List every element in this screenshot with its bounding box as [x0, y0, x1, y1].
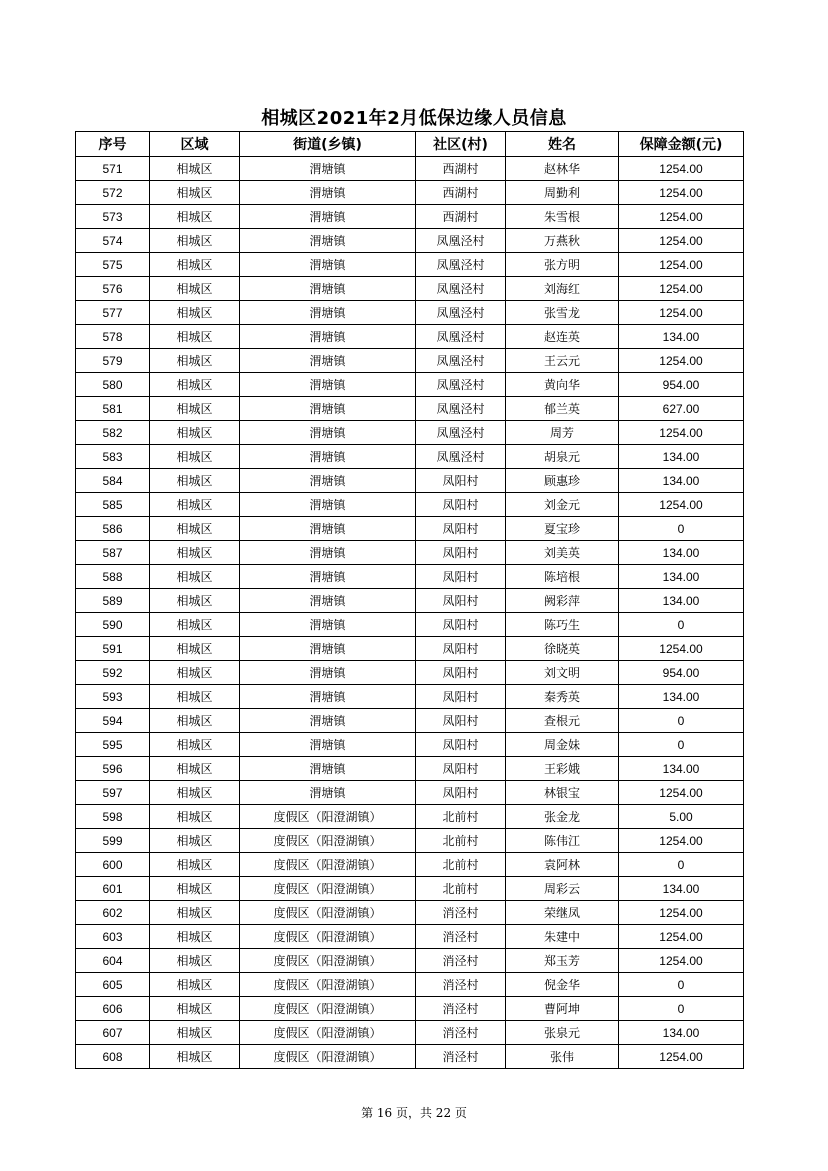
community-cell: 北前村 — [416, 829, 506, 853]
table-row — [76, 157, 744, 181]
table-row — [76, 541, 744, 565]
community-cell: 凤阳村 — [416, 757, 506, 781]
name-cell: 张雪龙 — [506, 301, 619, 325]
street-cell: 渭塘镇 — [240, 445, 416, 469]
table-row — [76, 325, 744, 349]
street-cell: 渭塘镇 — [240, 277, 416, 301]
amount-cell: 134.00 — [619, 589, 744, 613]
name-cell: 刘金元 — [506, 493, 619, 517]
name-cell: 荣继凤 — [506, 901, 619, 925]
seq-cell: 596 — [76, 757, 150, 781]
district-cell: 相城区 — [150, 637, 240, 661]
name-cell: 刘美英 — [506, 541, 619, 565]
seq-cell: 575 — [76, 253, 150, 277]
community-cell: 凤阳村 — [416, 661, 506, 685]
community-cell: 凤阳村 — [416, 541, 506, 565]
name-cell: 张金龙 — [506, 805, 619, 829]
district-cell: 相城区 — [150, 757, 240, 781]
district-cell: 相城区 — [150, 973, 240, 997]
street-cell: 渭塘镇 — [240, 349, 416, 373]
table-row — [76, 925, 744, 949]
name-cell: 张方明 — [506, 253, 619, 277]
name-cell: 林银宝 — [506, 781, 619, 805]
seq-cell: 589 — [76, 589, 150, 613]
table-row — [76, 397, 744, 421]
table-row — [76, 685, 744, 709]
seq-cell: 586 — [76, 517, 150, 541]
district-cell: 相城区 — [150, 421, 240, 445]
street-cell: 渭塘镇 — [240, 325, 416, 349]
column-header-seq: 序号 — [76, 132, 150, 157]
district-cell: 相城区 — [150, 997, 240, 1021]
street-cell: 渭塘镇 — [240, 781, 416, 805]
seq-cell: 587 — [76, 541, 150, 565]
table-row — [76, 781, 744, 805]
table-row — [76, 1045, 744, 1069]
table-row — [76, 829, 744, 853]
street-cell: 渭塘镇 — [240, 253, 416, 277]
amount-cell: 0 — [619, 997, 744, 1021]
community-cell: 凤阳村 — [416, 709, 506, 733]
amount-cell: 134.00 — [619, 1021, 744, 1045]
name-cell: 赵林华 — [506, 157, 619, 181]
name-cell: 朱雪根 — [506, 205, 619, 229]
street-cell: 度假区（阳澄湖镇） — [240, 949, 416, 973]
community-cell: 西湖村 — [416, 181, 506, 205]
table-row — [76, 949, 744, 973]
name-cell: 赵连英 — [506, 325, 619, 349]
name-cell: 朱建中 — [506, 925, 619, 949]
community-cell: 凤凰泾村 — [416, 253, 506, 277]
district-cell: 相城区 — [150, 277, 240, 301]
street-cell: 渭塘镇 — [240, 469, 416, 493]
table-row — [76, 1021, 744, 1045]
name-cell: 徐晓英 — [506, 637, 619, 661]
amount-cell: 627.00 — [619, 397, 744, 421]
table-row — [76, 493, 744, 517]
community-cell: 西湖村 — [416, 157, 506, 181]
seq-cell: 600 — [76, 853, 150, 877]
name-cell: 郑玉芳 — [506, 949, 619, 973]
community-cell: 凤凰泾村 — [416, 325, 506, 349]
community-cell: 消泾村 — [416, 1045, 506, 1069]
table-row — [76, 373, 744, 397]
table-row — [76, 733, 744, 757]
street-cell: 度假区（阳澄湖镇） — [240, 805, 416, 829]
district-cell: 相城区 — [150, 445, 240, 469]
street-cell: 渭塘镇 — [240, 205, 416, 229]
district-cell: 相城区 — [150, 949, 240, 973]
table-row — [76, 517, 744, 541]
district-cell: 相城区 — [150, 541, 240, 565]
seq-cell: 572 — [76, 181, 150, 205]
district-cell: 相城区 — [150, 1021, 240, 1045]
community-cell: 凤阳村 — [416, 565, 506, 589]
street-cell: 渭塘镇 — [240, 565, 416, 589]
table-row — [76, 349, 744, 373]
community-cell: 消泾村 — [416, 925, 506, 949]
district-cell: 相城区 — [150, 397, 240, 421]
street-cell: 渭塘镇 — [240, 613, 416, 637]
street-cell: 度假区（阳澄湖镇） — [240, 901, 416, 925]
name-cell: 周芳 — [506, 421, 619, 445]
table-row — [76, 421, 744, 445]
seq-cell: 607 — [76, 1021, 150, 1045]
table-row — [76, 181, 744, 205]
seq-cell: 574 — [76, 229, 150, 253]
seq-cell: 592 — [76, 661, 150, 685]
district-cell: 相城区 — [150, 805, 240, 829]
amount-cell: 1254.00 — [619, 781, 744, 805]
amount-cell: 134.00 — [619, 757, 744, 781]
community-cell: 凤凰泾村 — [416, 445, 506, 469]
community-cell: 消泾村 — [416, 997, 506, 1021]
amount-cell: 5.00 — [619, 805, 744, 829]
district-cell: 相城区 — [150, 253, 240, 277]
street-cell: 度假区（阳澄湖镇） — [240, 877, 416, 901]
amount-cell: 0 — [619, 613, 744, 637]
name-cell: 陈巧生 — [506, 613, 619, 637]
street-cell: 度假区（阳澄湖镇） — [240, 853, 416, 877]
street-cell: 度假区（阳澄湖镇） — [240, 973, 416, 997]
name-cell: 刘海红 — [506, 277, 619, 301]
community-cell: 凤凰泾村 — [416, 373, 506, 397]
name-cell: 顾惠珍 — [506, 469, 619, 493]
amount-cell: 1254.00 — [619, 949, 744, 973]
community-cell: 凤阳村 — [416, 733, 506, 757]
table-row — [76, 469, 744, 493]
amount-cell: 134.00 — [619, 877, 744, 901]
seq-cell: 585 — [76, 493, 150, 517]
community-cell: 凤凰泾村 — [416, 349, 506, 373]
table-row — [76, 565, 744, 589]
community-cell: 消泾村 — [416, 949, 506, 973]
name-cell: 夏宝珍 — [506, 517, 619, 541]
column-header-community: 社区(村) — [416, 132, 506, 157]
district-cell: 相城区 — [150, 205, 240, 229]
district-cell: 相城区 — [150, 493, 240, 517]
table-row — [76, 205, 744, 229]
community-cell: 凤阳村 — [416, 469, 506, 493]
seq-cell: 605 — [76, 973, 150, 997]
amount-cell: 134.00 — [619, 541, 744, 565]
street-cell: 度假区（阳澄湖镇） — [240, 997, 416, 1021]
amount-cell: 1254.00 — [619, 1045, 744, 1069]
data-table — [75, 131, 744, 1069]
street-cell: 渭塘镇 — [240, 757, 416, 781]
amount-cell: 134.00 — [619, 469, 744, 493]
amount-cell: 134.00 — [619, 325, 744, 349]
name-cell: 周勤利 — [506, 181, 619, 205]
amount-cell: 134.00 — [619, 685, 744, 709]
seq-cell: 599 — [76, 829, 150, 853]
seq-cell: 579 — [76, 349, 150, 373]
name-cell: 郁兰英 — [506, 397, 619, 421]
street-cell: 渭塘镇 — [240, 709, 416, 733]
community-cell: 凤阳村 — [416, 517, 506, 541]
seq-cell: 593 — [76, 685, 150, 709]
name-cell: 周金妹 — [506, 733, 619, 757]
amount-cell: 0 — [619, 517, 744, 541]
street-cell: 渭塘镇 — [240, 157, 416, 181]
seq-cell: 595 — [76, 733, 150, 757]
table-body — [76, 157, 744, 1069]
column-header-amount: 保障金额(元) — [619, 132, 744, 157]
seq-cell: 583 — [76, 445, 150, 469]
name-cell: 曹阿坤 — [506, 997, 619, 1021]
amount-cell: 1254.00 — [619, 205, 744, 229]
community-cell: 凤阳村 — [416, 589, 506, 613]
district-cell: 相城区 — [150, 613, 240, 637]
district-cell: 相城区 — [150, 925, 240, 949]
street-cell: 渭塘镇 — [240, 421, 416, 445]
community-cell: 凤阳村 — [416, 637, 506, 661]
street-cell: 渭塘镇 — [240, 301, 416, 325]
community-cell: 北前村 — [416, 853, 506, 877]
seq-cell: 578 — [76, 325, 150, 349]
street-cell: 度假区（阳澄湖镇） — [240, 1021, 416, 1045]
district-cell: 相城区 — [150, 157, 240, 181]
column-header-name: 姓名 — [506, 132, 619, 157]
amount-cell: 954.00 — [619, 373, 744, 397]
table-row — [76, 997, 744, 1021]
seq-cell: 581 — [76, 397, 150, 421]
table-row — [76, 613, 744, 637]
name-cell: 周彩云 — [506, 877, 619, 901]
community-cell: 凤凰泾村 — [416, 301, 506, 325]
amount-cell: 0 — [619, 973, 744, 997]
community-cell: 凤凰泾村 — [416, 421, 506, 445]
amount-cell: 1254.00 — [619, 349, 744, 373]
district-cell: 相城区 — [150, 661, 240, 685]
district-cell: 相城区 — [150, 709, 240, 733]
district-cell: 相城区 — [150, 325, 240, 349]
seq-cell: 606 — [76, 997, 150, 1021]
amount-cell: 1254.00 — [619, 829, 744, 853]
street-cell: 度假区（阳澄湖镇） — [240, 925, 416, 949]
table-row — [76, 853, 744, 877]
name-cell: 袁阿林 — [506, 853, 619, 877]
community-cell: 消泾村 — [416, 901, 506, 925]
district-cell: 相城区 — [150, 565, 240, 589]
page-footer: 第 16 页，共 22 页 — [361, 1106, 467, 1120]
street-cell: 渭塘镇 — [240, 181, 416, 205]
name-cell: 王彩娥 — [506, 757, 619, 781]
community-cell: 消泾村 — [416, 973, 506, 997]
name-cell: 刘文明 — [506, 661, 619, 685]
street-cell: 渭塘镇 — [240, 685, 416, 709]
district-cell: 相城区 — [150, 733, 240, 757]
amount-cell: 1254.00 — [619, 253, 744, 277]
name-cell: 阙彩萍 — [506, 589, 619, 613]
amount-cell: 1254.00 — [619, 637, 744, 661]
seq-cell: 580 — [76, 373, 150, 397]
community-cell: 凤凰泾村 — [416, 277, 506, 301]
street-cell: 渭塘镇 — [240, 661, 416, 685]
amount-cell: 1254.00 — [619, 157, 744, 181]
table-row — [76, 253, 744, 277]
seq-cell: 582 — [76, 421, 150, 445]
amount-cell: 954.00 — [619, 661, 744, 685]
table-header-row — [76, 132, 744, 157]
district-cell: 相城区 — [150, 469, 240, 493]
seq-cell: 597 — [76, 781, 150, 805]
community-cell: 凤阳村 — [416, 685, 506, 709]
amount-cell: 0 — [619, 733, 744, 757]
community-cell: 凤凰泾村 — [416, 397, 506, 421]
table-row — [76, 661, 744, 685]
street-cell: 渭塘镇 — [240, 541, 416, 565]
name-cell: 张泉元 — [506, 1021, 619, 1045]
seq-cell: 576 — [76, 277, 150, 301]
amount-cell: 0 — [619, 853, 744, 877]
community-cell: 凤阳村 — [416, 781, 506, 805]
district-cell: 相城区 — [150, 373, 240, 397]
seq-cell: 584 — [76, 469, 150, 493]
community-cell: 凤凰泾村 — [416, 229, 506, 253]
amount-cell: 1254.00 — [619, 925, 744, 949]
table-row — [76, 301, 744, 325]
district-cell: 相城区 — [150, 229, 240, 253]
table-row — [76, 877, 744, 901]
seq-cell: 598 — [76, 805, 150, 829]
amount-cell: 1254.00 — [619, 181, 744, 205]
table-row — [76, 445, 744, 469]
district-cell: 相城区 — [150, 517, 240, 541]
seq-cell: 571 — [76, 157, 150, 181]
table-row — [76, 805, 744, 829]
seq-cell: 604 — [76, 949, 150, 973]
district-cell: 相城区 — [150, 181, 240, 205]
amount-cell: 1254.00 — [619, 901, 744, 925]
street-cell: 渭塘镇 — [240, 373, 416, 397]
table-row — [76, 757, 744, 781]
seq-cell: 602 — [76, 901, 150, 925]
district-cell: 相城区 — [150, 829, 240, 853]
seq-cell: 603 — [76, 925, 150, 949]
name-cell: 王云元 — [506, 349, 619, 373]
name-cell: 陈伟江 — [506, 829, 619, 853]
district-cell: 相城区 — [150, 901, 240, 925]
seq-cell: 608 — [76, 1045, 150, 1069]
community-cell: 北前村 — [416, 877, 506, 901]
table-row — [76, 637, 744, 661]
street-cell: 渭塘镇 — [240, 589, 416, 613]
seq-cell: 577 — [76, 301, 150, 325]
amount-cell: 1254.00 — [619, 421, 744, 445]
community-cell: 凤阳村 — [416, 493, 506, 517]
district-cell: 相城区 — [150, 781, 240, 805]
name-cell: 查根元 — [506, 709, 619, 733]
table-row — [76, 901, 744, 925]
community-cell: 消泾村 — [416, 1021, 506, 1045]
column-header-street: 街道(乡镇) — [240, 132, 416, 157]
district-cell: 相城区 — [150, 877, 240, 901]
amount-cell: 1254.00 — [619, 301, 744, 325]
seq-cell: 588 — [76, 565, 150, 589]
name-cell: 张伟 — [506, 1045, 619, 1069]
amount-cell: 1254.00 — [619, 229, 744, 253]
name-cell: 秦秀英 — [506, 685, 619, 709]
district-cell: 相城区 — [150, 853, 240, 877]
table-row — [76, 229, 744, 253]
street-cell: 度假区（阳澄湖镇） — [240, 1045, 416, 1069]
amount-cell: 0 — [619, 709, 744, 733]
seq-cell: 590 — [76, 613, 150, 637]
amount-cell: 1254.00 — [619, 493, 744, 517]
column-header-district: 区域 — [150, 132, 240, 157]
street-cell: 渭塘镇 — [240, 637, 416, 661]
district-cell: 相城区 — [150, 301, 240, 325]
district-cell: 相城区 — [150, 685, 240, 709]
amount-cell: 134.00 — [619, 565, 744, 589]
name-cell: 黄向华 — [506, 373, 619, 397]
page-title: 相城区2021年2月低保边缘人员信息 — [261, 108, 567, 129]
street-cell: 渭塘镇 — [240, 229, 416, 253]
street-cell: 渭塘镇 — [240, 517, 416, 541]
seq-cell: 601 — [76, 877, 150, 901]
street-cell: 渭塘镇 — [240, 493, 416, 517]
seq-cell: 594 — [76, 709, 150, 733]
street-cell: 渭塘镇 — [240, 397, 416, 421]
name-cell: 胡泉元 — [506, 445, 619, 469]
table-row — [76, 973, 744, 997]
table-row — [76, 277, 744, 301]
street-cell: 度假区（阳澄湖镇） — [240, 829, 416, 853]
name-cell: 万燕秋 — [506, 229, 619, 253]
name-cell: 陈培根 — [506, 565, 619, 589]
table-row — [76, 709, 744, 733]
district-cell: 相城区 — [150, 1045, 240, 1069]
seq-cell: 573 — [76, 205, 150, 229]
district-cell: 相城区 — [150, 349, 240, 373]
table-row — [76, 589, 744, 613]
amount-cell: 1254.00 — [619, 277, 744, 301]
name-cell: 倪金华 — [506, 973, 619, 997]
community-cell: 凤阳村 — [416, 613, 506, 637]
community-cell: 西湖村 — [416, 205, 506, 229]
amount-cell: 134.00 — [619, 445, 744, 469]
street-cell: 渭塘镇 — [240, 733, 416, 757]
district-cell: 相城区 — [150, 589, 240, 613]
seq-cell: 591 — [76, 637, 150, 661]
community-cell: 北前村 — [416, 805, 506, 829]
